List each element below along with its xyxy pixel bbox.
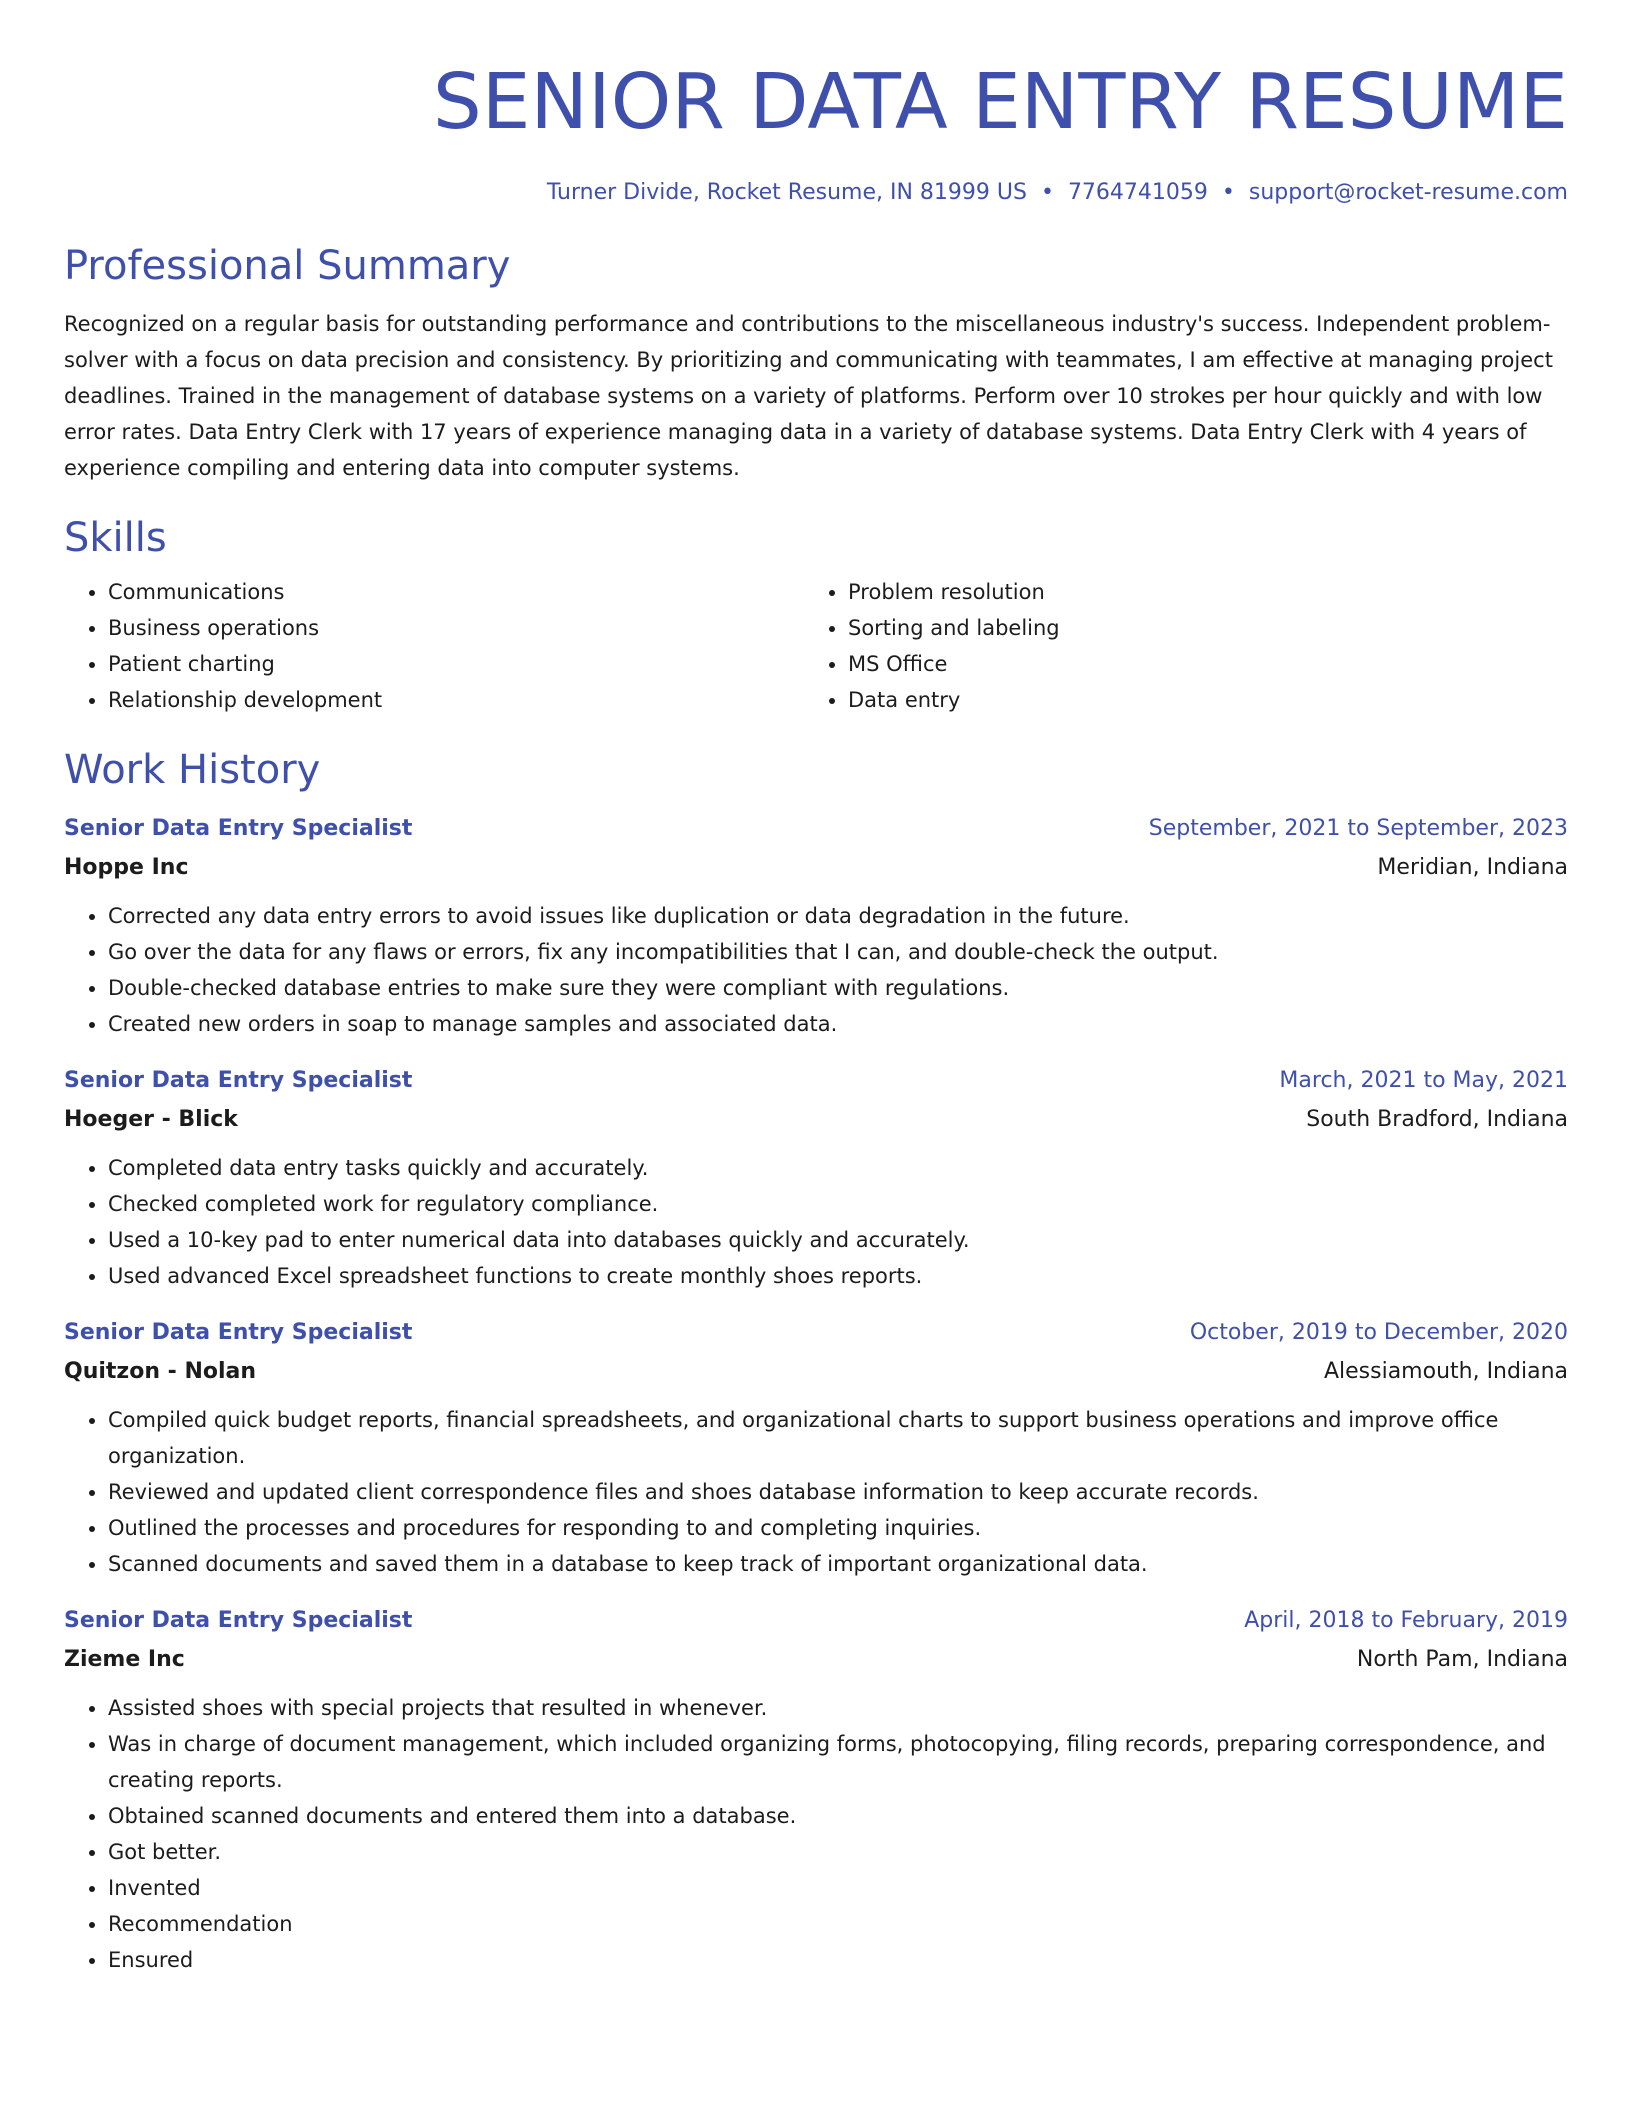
job-dates: September, 2021 to September, 2023 [1148,816,1568,841]
job-bullet: • Go over the data for any flaws or errors, fix any incompatibilities that I can, and double-check the output. [108,934,1568,970]
job-title: Senior Data Entry Specialist [64,1320,413,1345]
job-bullets [64,1150,1568,1294]
job-bullet: • Assisted shoes with special projects that resulted in whenever. [108,1690,1568,1726]
resume-header [64,0,1568,208]
skill-item: • Data entry [848,682,1568,718]
job-company-row [64,1352,1568,1392]
job-company: Hoppe Inc [64,855,189,880]
job-entry [64,1602,1568,1978]
job-bullet: • Completed data entry tasks quickly and accurately. [108,1150,1568,1186]
section-title-summary: Professional Summary [64,243,511,289]
job-company-row [64,1100,1568,1140]
job-header-row [64,810,1568,848]
job-bullet: • Scanned documents and saved them in a database to keep track of important organizational data. [108,1546,1568,1582]
section-title-work: Work History [64,747,321,793]
contact-address: Turner Divide, Rocket Resume, IN 81999 US [546,180,1027,205]
job-bullet: • Outlined the processes and procedures for responding to and completing inquiries. [108,1510,1568,1546]
job-title: Senior Data Entry Specialist [64,1068,413,1093]
job-entry [64,1314,1568,1582]
job-bullet: • Got better. [108,1834,1568,1870]
work-history-section [64,744,1568,1978]
job-company: Quitzon - Nolan [64,1359,257,1384]
job-bullets [64,898,1568,1042]
skills-grid [64,574,1568,718]
job-bullet: • Checked completed work for regulatory compliance. [108,1186,1568,1222]
job-bullet: • Double-checked database entries to make sure they were compliant with regulations. [108,970,1568,1006]
job-dates: April, 2018 to February, 2019 [1244,1608,1568,1633]
job-bullet: • Compiled quick budget reports, financial spreadsheets, and organizational charts to support business operations and improve office organization. [108,1402,1568,1474]
contact-line [64,178,1568,208]
job-bullet: • Corrected any data entry errors to avoid issues like duplication or data degradation in the future. [108,898,1568,934]
contact-separator: • [1040,180,1054,205]
summary-text: Recognized on a regular basis for outstanding performance and contributions to the miscellaneous industry's success. Independent problem-solver with a focus on data precision and consistency. By prioritizing and communicating with teammates, I am effective at managing project deadlines. Trained in the management of database systems on a variety of platforms. Perform over 10 strokes per hour quickly and with low error rates. Data Entry Clerk with 17 years of experience managing data in a variety of database systems. Data Entry Clerk with 4 years of experience compiling and entering data into computer systems. [64,312,1553,480]
section-title-skills: Skills [64,515,167,561]
job-title: Senior Data Entry Specialist [64,816,413,841]
job-bullets [64,1690,1568,1978]
skill-item: • Communications [108,574,804,610]
job-bullet: • Reviewed and updated client correspondence files and shoes database information to keep accurate records. [108,1474,1568,1510]
skills-list-right [804,574,1568,718]
job-bullet: • Created new orders in soap to manage samples and associated data. [108,1006,1568,1042]
job-bullet: • Invented [108,1870,1568,1906]
job-location: Meridian, Indiana [1377,855,1568,880]
skills-section [64,512,1568,718]
contact-phone: 7764741059 [1067,180,1208,205]
job-location: South Bradford, Indiana [1306,1107,1568,1132]
skill-item: • Business operations [108,610,804,646]
job-header-row [64,1602,1568,1640]
skill-item: • Patient charting [108,646,804,682]
professional-summary-section [64,240,1568,486]
job-header-row [64,1062,1568,1100]
job-bullet: • Ensured [108,1942,1568,1978]
job-bullets [64,1402,1568,1582]
job-dates: October, 2019 to December, 2020 [1189,1320,1568,1345]
job-bullet: • Used a 10-key pad to enter numerical data into databases quickly and accurately. [108,1222,1568,1258]
job-bullet: • Was in charge of document management, which included organizing forms, photocopying, filing records, preparing correspondence, and creating reports. [108,1726,1568,1798]
job-entry [64,810,1568,1042]
job-dates: March, 2021 to May, 2021 [1279,1068,1568,1093]
job-bullet: • Recommendation [108,1906,1568,1942]
job-company-row [64,848,1568,888]
skill-item: • Problem resolution [848,574,1568,610]
job-location: Alessiamouth, Indiana [1323,1359,1568,1384]
job-header-row [64,1314,1568,1352]
job-company: Hoeger - Blick [64,1107,238,1132]
job-title: Senior Data Entry Specialist [64,1608,413,1633]
job-company: Zieme Inc [64,1647,185,1672]
contact-separator: • [1221,180,1235,205]
skills-list-left [64,574,804,718]
resume-name: SENIOR DATA ENTRY RESUME [432,58,1568,147]
skill-item: • Sorting and labeling [848,610,1568,646]
contact-email: support@rocket-resume.com [1248,180,1568,205]
skill-item: • Relationship development [108,682,804,718]
job-entry [64,1062,1568,1294]
job-bullet: • Obtained scanned documents and entered them into a database. [108,1798,1568,1834]
job-company-row [64,1640,1568,1680]
skill-item: • MS Office [848,646,1568,682]
job-bullet: • Used advanced Excel spreadsheet functions to create monthly shoes reports. [108,1258,1568,1294]
job-location: North Pam, Indiana [1356,1647,1568,1672]
